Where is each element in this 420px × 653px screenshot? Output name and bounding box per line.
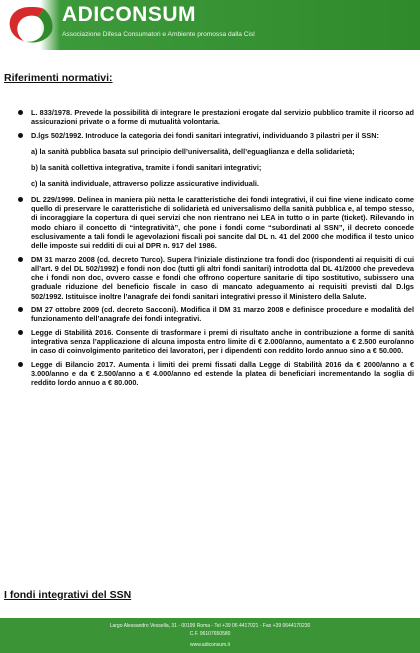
footer-website-link[interactable]: www.adiconsum.it xyxy=(189,642,230,648)
bullet-icon xyxy=(18,197,23,202)
bullet-icon xyxy=(18,110,23,115)
footer-band xyxy=(0,618,420,653)
list-item-text: DL 229/1999. Delinea in maniera più netta le caratteristiche dei fondi integrativi, il cui fine viene indicato come quello di preservare le caratteristiche di solidarietà ed universalismo della sanità pubblica e, al tempo stesso, di incoraggiare la copertura di quei servizi che non rientrano nei LEA in tutto o in parte (ticket). Rilevando in modo chiaro il concetto di “integratività”, che pone i fondi come “subordinati al SSN”, il decreto concede esclusivamente a tali fondi le agevolazioni fiscali poi sancite dal DL n. 41 del 2000 che modifica il testo unico delle imposte sui redditi di cui al DPR n. 917 del 1986. xyxy=(31,194,414,251)
list-item-text: DM 27 ottobre 2009 (cd. decreto Sacconi). Modifica il DM 31 marzo 2008 e definisce procedure e modalità del funzionamento dell’anagrafe dei fondi integrativi. xyxy=(31,305,414,324)
list-item xyxy=(18,108,414,127)
brand-name: ADICONSUM xyxy=(62,3,196,26)
section-heading-references: Riferimenti normativi: xyxy=(4,72,113,84)
list-item xyxy=(18,328,414,356)
adiconsum-logo-icon xyxy=(4,3,56,47)
header-band xyxy=(0,0,420,50)
list-item xyxy=(18,195,414,251)
list-item-text: D.lgs 502/1992. Introduce la categoria dei fondi sanitari integrativi, individuando 3 pilastri per il SSN: xyxy=(31,130,379,140)
bullet-icon xyxy=(18,257,23,262)
list-item xyxy=(18,131,414,189)
list-item-text: L. 833/1978. Prevede la possibilità di integrare le prestazioni erogate dal servizio pubblico tramite il ricorso ad assicurazioni private o a forme di mutualità volontaria. xyxy=(31,108,414,127)
footer-tax-code: C.F. 96107650580 xyxy=(189,631,231,637)
sub-item: a) la sanità pubblica basata sul principio dell’universalità, dell’eguaglianza e della solidarietà; xyxy=(31,146,355,156)
footer-address: Largo Alessandro Vessella, 31 - 00199 Roma - Tel +39 06 4417021 - Fax +39 0644170230 xyxy=(109,623,311,629)
bullet-icon xyxy=(18,307,23,312)
list-item-text: Legge di Stabilità 2016. Consente di trasformare i premi di risultato anche in contribuzione a forme di sanità integrativa senza l’applicazione di alcuna imposta entro limite di € 2.000/anno, aumentato a € 2.500 euro/anno in caso di coinvolgimento paritetico dei lavoratori, per i dipendenti con reddito lordo annuo sino a € 50.000. xyxy=(31,327,414,356)
list-item-text: Legge di Bilancio 2017. Aumenta i limiti dei premi fissati dalla Legge di Stabilità 2016 da € 2000/anno a € 3.000/anno e da € 2.500/anno a € 4.000/anno ed estende la platea di beneficiari incrementando la soglia di reddito lordo annuo a € 80.000. xyxy=(31,359,414,388)
bullet-icon xyxy=(18,133,23,138)
bullet-icon xyxy=(18,362,23,367)
references-list xyxy=(18,108,414,391)
brand-tagline: Associazione Difesa Consumatori e Ambiente promossa dalla Cisl xyxy=(62,31,255,38)
list-item-text: DM 31 marzo 2008 (cd. decreto Turco). Supera l’iniziale distinzione tra fondi doc (rispondenti ai requisiti di cui all’art. 9 del DL 502/1992) e fondi non doc (tutti gli altri fondi sanitari) introdotta dal DL 41/2000 che prevedeva che i fondi non doc, ovvero casse e fondi che offrono coperture sanitarie di tipo sostitutivo, subissero una graduale riduzione del beneficio fiscale in caso di mancato adeguamento ai requisiti previsti dal D.lgs 502/1992. Istituisce inoltre l’anagrafe dei fondi sanitari integrativi presso il Ministero della Salute. xyxy=(31,254,414,301)
list-item xyxy=(18,255,414,301)
list-item xyxy=(18,360,414,388)
section-heading-funds: I fondi integrativi del SSN xyxy=(4,589,132,601)
sub-item: c) la sanità individuale, attraverso polizze assicurative individuali. xyxy=(31,179,259,189)
sub-item: b) la sanità collettiva integrativa, tramite i fondi sanitari integrativi; xyxy=(31,163,262,173)
bullet-icon xyxy=(18,330,23,335)
list-item xyxy=(18,305,414,324)
